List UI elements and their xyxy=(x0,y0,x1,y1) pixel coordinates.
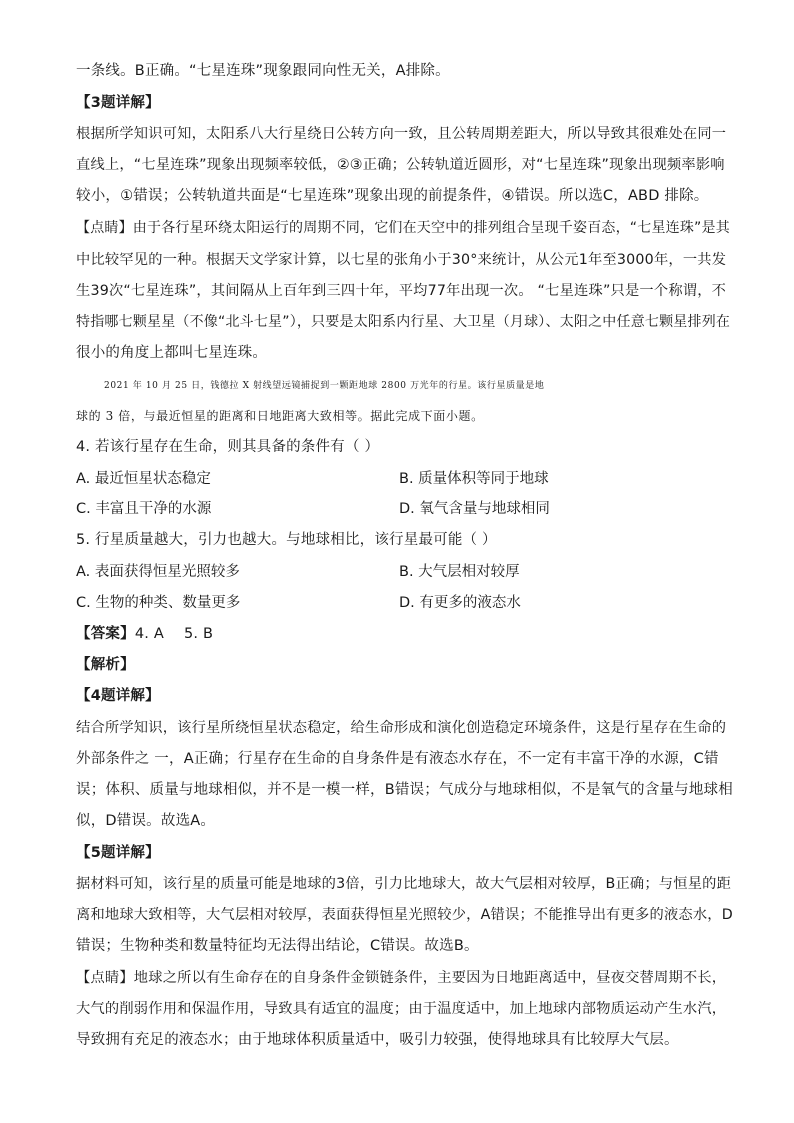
q4-option-b: B. 质量体积等同于地球 xyxy=(399,471,549,487)
tip-paragraph-line: 【点睛】由于各行星环绕太阳运行的周期不同，它们在天空中的排列组合呈现千姿百态，“七星连珠”是其 xyxy=(76,220,730,236)
section-heading-q4: 【4题详解】 xyxy=(76,688,160,704)
paragraph-line: 结合所学知识，该行星所绕恒星状态稳定，给生命形成和演化创造稳定环境条件，这是行星存在生命的 xyxy=(76,720,727,736)
paragraph-line: 外部条件之 一，A正确；行星存在生命的自身条件是有液态水存在，不一定有丰富干净的水源，C错 xyxy=(76,751,719,767)
paragraph-line: 较小，①错误；公转轨道共面是“七星连珠”现象出现的前提条件，④错误。所以选C，ABD 排除。 xyxy=(76,188,709,204)
q5-option-d: D. 有更多的液态水 xyxy=(399,595,521,611)
q5-option-b: B. 大气层相对较厚 xyxy=(399,564,520,580)
paragraph-line: 一条线。B正确。“七星连珠”现象跟同向性无关，A排除。 xyxy=(76,63,450,79)
answer-q4: 4. A xyxy=(134,626,164,642)
section-heading-q5: 【5题详解】 xyxy=(76,845,160,861)
question-5: 5. 行星质量越大，引力也越大。与地球相比，该行星最可能（ ） xyxy=(76,532,497,548)
paragraph-line: 错误；生物种类和数量特征均无法得出结论，C错误。故选B。 xyxy=(76,938,479,954)
tip-paragraph-line: 中比较罕见的一种。根据天文学家计算，以七星的张角小于30°来统计，从公元1年至3000年，一共发 xyxy=(76,252,727,268)
q4-option-d: D. 氧气含量与地球相同 xyxy=(399,501,550,517)
tip-paragraph-line: 很小的角度上都叫七星连珠。 xyxy=(76,345,268,361)
tip-paragraph-line: 特指哪七颗星星（不像“北斗七星”），只要是太阳系内行星、大卫星（月球）、太阳之中任意七颗星排列在 xyxy=(76,314,731,330)
tip-paragraph-line: 【点睛】地球之所以有生命存在的自身条件金锁链条件，主要因为日地距离适中，昼夜交替周期不长， xyxy=(76,970,727,986)
answer-q5: 5. B xyxy=(183,626,214,642)
q5-option-a: A. 表面获得恒星光照较多 xyxy=(76,564,240,580)
paragraph-line: 据材料可知，该行星的质量可能是地球的3倍，引力比地球大，故大气层相对较厚，B正确；与恒星的距 xyxy=(76,876,732,892)
paragraph-line: 直线上，“七星连珠”现象出现频率较低，②③正确；公转轨道近圆形，对“七星连珠”现象出现频率影响 xyxy=(76,157,725,173)
analysis-heading: 【解析】 xyxy=(76,657,135,673)
tip-paragraph-line: 大气的削弱作用和保温作用，导致具有适宜的温度；由于温度适中，加上地球内部物质运动产生水汽， xyxy=(76,1001,727,1017)
material-passage-line: 球的 3 倍，与最近恒星的距离和日地距离大致相等。据此完成下面小题。 xyxy=(76,409,484,423)
answer-label: 【答案】 xyxy=(76,626,135,642)
question-4: 4. 若该行星存在生命，则其具备的条件有（ ） xyxy=(76,439,380,455)
material-passage-line: 2021 年 10 月 25 日，钱德拉 X 射线望远镜捕捉到一颗距地球 2800 万光年的行星。该行星质量是地 xyxy=(104,381,545,391)
tip-paragraph-line: 生39次“七星连珠”，其间隔从上百年到三四十年，平均77年出现一次。 “七星连珠”只是一个称谓，不 xyxy=(76,283,727,299)
paragraph-line: 根据所学知识可知，太阳系八大行星绕日公转方向一致，且公转周期差距大，所以导致其很难处在同一 xyxy=(76,126,727,142)
q4-option-c: C. 丰富且干净的水源 xyxy=(76,501,212,517)
answer-line xyxy=(76,624,726,644)
paragraph-line: 离和地球大致相等，大气层相对较厚，表面获得恒星光照较少，A错误；不能推导出有更多的液态水，D xyxy=(76,907,733,923)
section-heading-q3: 【3题详解】 xyxy=(76,95,160,111)
tip-paragraph-line: 导致拥有充足的液态水；由于地球体积质量适中，吸引力较强，使得地球具有比较厚大气层。 xyxy=(76,1032,679,1048)
q4-option-a: A. 最近恒星状态稳定 xyxy=(76,471,211,487)
paragraph-line: 误；体积、质量与地球相似，并不是一模一样，B错误；气成分与地球相似，不是氧气的含量与地球相 xyxy=(76,782,733,798)
q5-option-c: C. 生物的种类、数量更多 xyxy=(76,595,241,611)
paragraph-line: 似，D错误。故选A。 xyxy=(76,813,216,829)
